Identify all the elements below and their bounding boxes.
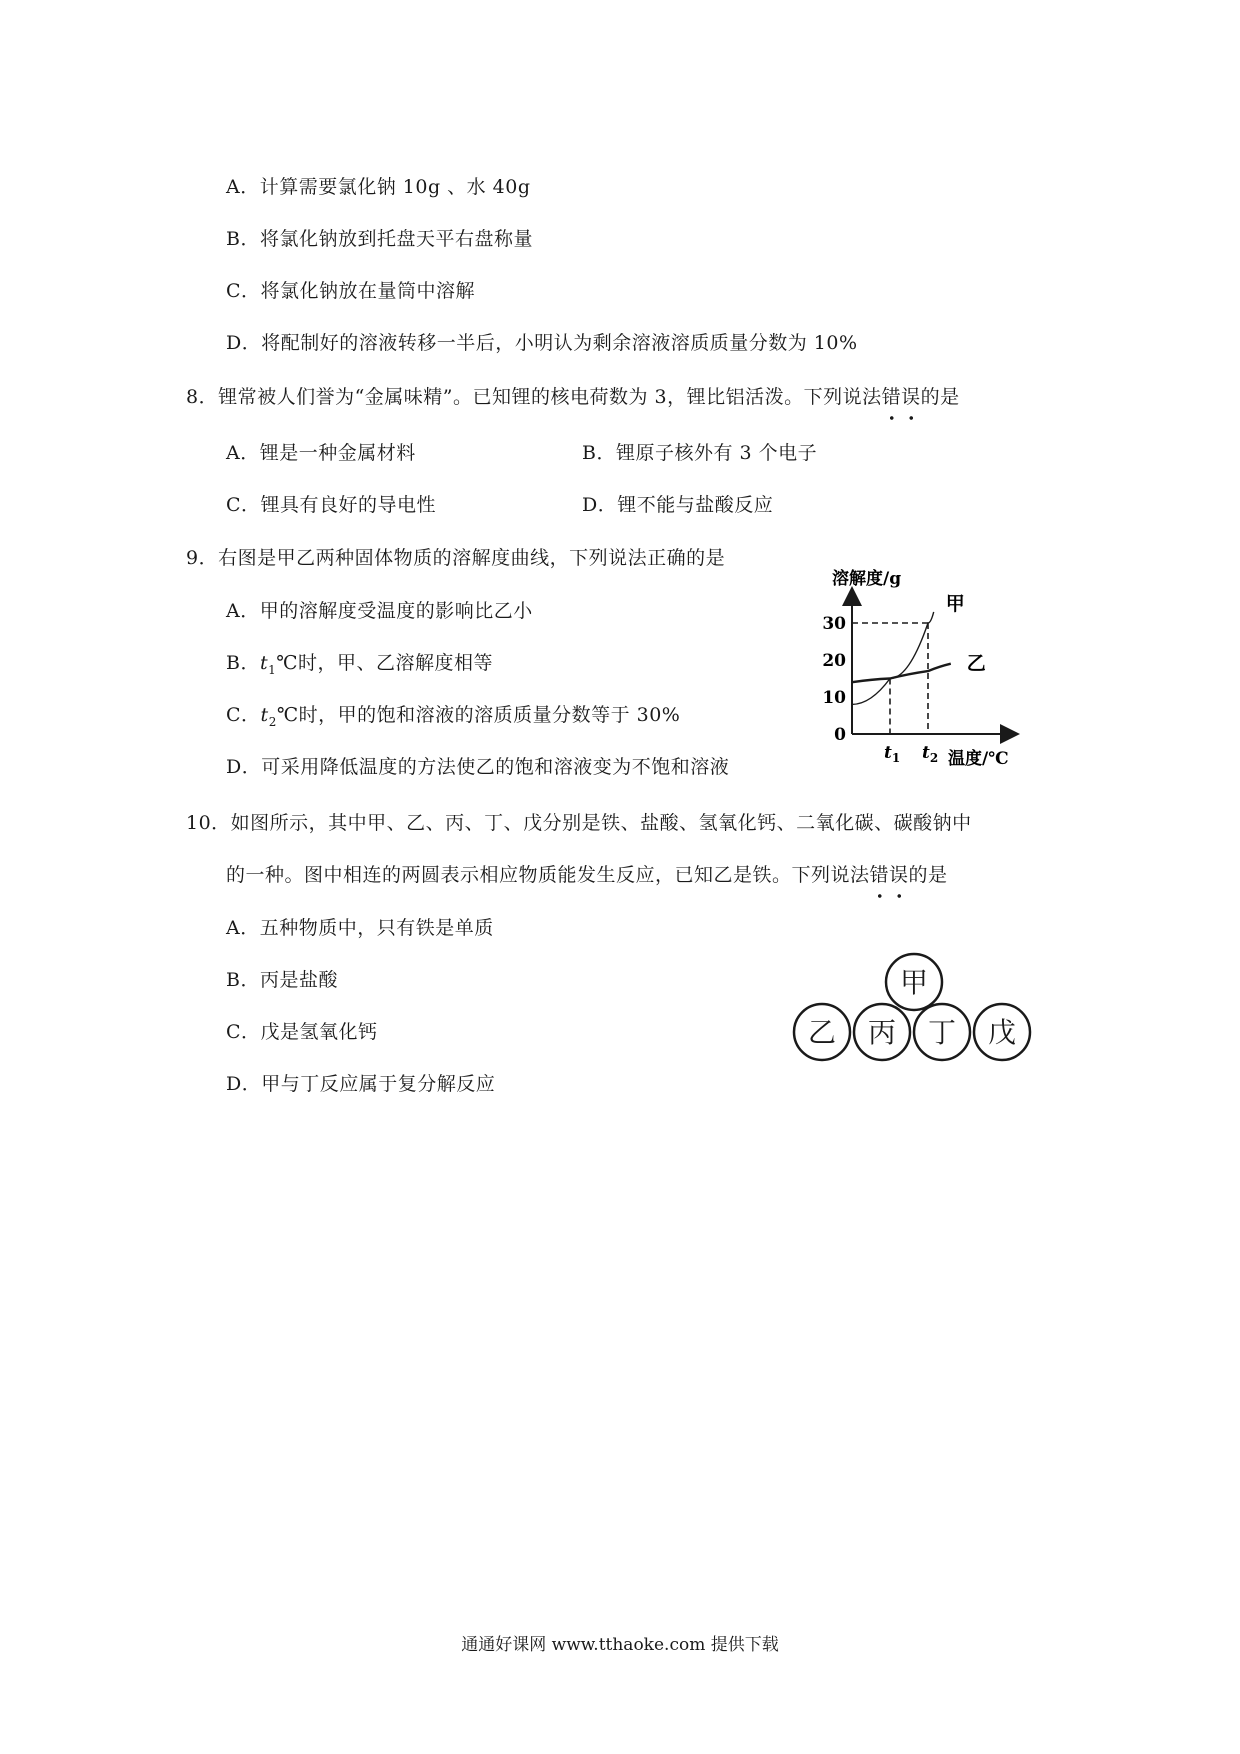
q10-option-b: B．丙是盐酸 bbox=[226, 969, 338, 991]
circle-jia-label: 甲 bbox=[899, 966, 929, 999]
circle-ding-label: 丁 bbox=[927, 1016, 957, 1049]
q10-option-a: A．五种物质中，只有铁是单质 bbox=[226, 917, 494, 939]
y-tick-label: 20 bbox=[822, 651, 846, 671]
y-tick-label: 10 bbox=[822, 688, 846, 708]
x-tick-label: $t_2$ bbox=[922, 743, 939, 765]
q7-option-d: D．将配制好的溶液转移一半后，小明认为剩余溶液溶质质量分数为 10% bbox=[226, 332, 858, 354]
q8-stem bbox=[186, 382, 960, 409]
q7-option-b: B．将氯化钠放到托盘天平右盘称量 bbox=[226, 228, 533, 250]
q8-stem-text: 8．锂常被人们誉为“金属味精”。已知锂的核电荷数为 3，锂比铝活泼。下列说法 bbox=[186, 386, 882, 408]
q10-option-c: C．戊是氢氧化钙 bbox=[226, 1021, 378, 1043]
solubility-chart bbox=[820, 568, 1050, 768]
q7-option-a: A．计算需要氯化钠 10g 、水 40g bbox=[226, 176, 531, 198]
q8-option-d: D．锂不能与盐酸反应 bbox=[582, 494, 774, 516]
q9-option-b-t: t bbox=[259, 652, 269, 674]
q10-stem: 10．如图所示，其中甲、乙、丙、丁、戊分别是铁、盐酸、氢氧化钙、二氧化碳、碳酸钠中 bbox=[186, 812, 972, 834]
y-tick-label: 0 bbox=[834, 725, 846, 745]
series-label-yi: 乙 bbox=[966, 652, 986, 675]
q10-stem-continued bbox=[226, 860, 948, 887]
page-footer: 通通好课网 www.tthaoke.com 提供下载 bbox=[461, 1635, 779, 1655]
q8-stem-end: 的是 bbox=[920, 386, 960, 408]
reaction-circles-diagram bbox=[790, 952, 1050, 1082]
q9-option-b bbox=[226, 648, 493, 677]
series-label-jia: 甲 bbox=[945, 592, 965, 615]
circle-wu-label: 戊 bbox=[987, 1016, 1017, 1049]
q9-option-c-t: t bbox=[260, 704, 269, 726]
q10-stem-emphasis: 错误 bbox=[869, 864, 909, 886]
q10-stem-text: 的一种。图中相连的两圆表示相应物质能发生反应，已知乙是铁。下列说法 bbox=[226, 864, 870, 886]
q9-option-b-prefix: B． bbox=[226, 652, 260, 674]
q8-option-a: A．锂是一种金属材料 bbox=[226, 442, 416, 464]
q8-option-c: C．锂具有良好的导电性 bbox=[226, 494, 437, 516]
y-tick-label: 30 bbox=[822, 614, 846, 634]
circle-bing-label: 丙 bbox=[867, 1016, 897, 1049]
q9-stem: 9．右图是甲乙两种固体物质的溶解度曲线，下列说法正确的是 bbox=[186, 547, 726, 569]
x-tick-label: $t_1$ bbox=[884, 743, 901, 765]
q9-option-b-rest: ℃时，甲、乙溶解度相等 bbox=[276, 652, 494, 674]
q9-option-c-sub: 2 bbox=[268, 714, 277, 729]
q8-option-b: B．锂原子核外有 3 个电子 bbox=[582, 442, 818, 464]
q8-stem-emphasis: 错误 bbox=[881, 386, 921, 408]
series-line-jia bbox=[852, 612, 934, 705]
q7-option-c: C．将氯化钠放在量筒中溶解 bbox=[226, 280, 476, 302]
x-axis-label: 温度/℃ bbox=[948, 749, 1009, 768]
q9-option-c-rest: ℃时，甲的饱和溶液的溶质质量分数等于 30% bbox=[276, 704, 681, 726]
q10-option-d: D．甲与丁反应属于复分解反应 bbox=[226, 1073, 496, 1095]
q9-option-b-sub: 1 bbox=[268, 662, 277, 677]
q10-stem-end: 的是 bbox=[908, 864, 948, 886]
q9-option-a: A．甲的溶解度受温度的影响比乙小 bbox=[226, 600, 533, 622]
q9-option-c-prefix: C． bbox=[226, 704, 261, 726]
q9-option-c bbox=[226, 700, 680, 729]
q9-option-d: D．可采用降低温度的方法使乙的饱和溶液变为不饱和溶液 bbox=[226, 756, 730, 778]
y-axis-label: 溶解度/g bbox=[832, 569, 902, 589]
circle-yi-label: 乙 bbox=[807, 1016, 837, 1049]
